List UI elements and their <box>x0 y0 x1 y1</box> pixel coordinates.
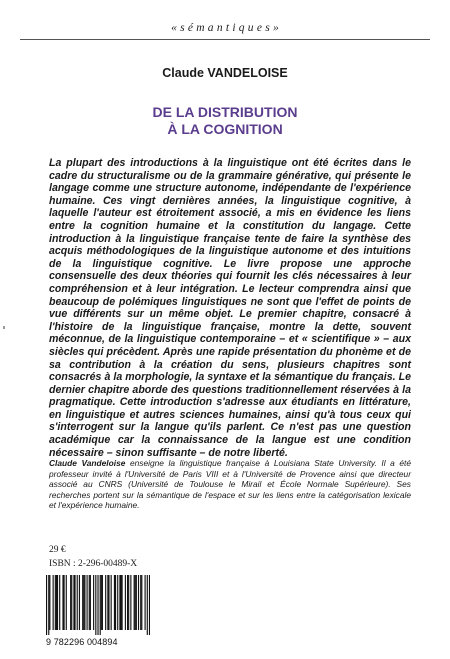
barcode-bar <box>145 575 146 630</box>
barcode-bar <box>55 575 56 630</box>
barcode-bar <box>149 575 150 635</box>
barcode-bar <box>77 575 78 630</box>
series-name: « s é m a n t i q u e s » <box>171 22 279 34</box>
barcode-bar <box>95 575 96 635</box>
barcode-bar <box>53 575 54 630</box>
author-biography <box>49 458 411 511</box>
price: 29 € <box>49 545 66 555</box>
barcode-bar <box>90 575 91 630</box>
barcode-bar <box>135 575 136 630</box>
barcode-bar <box>48 575 49 635</box>
barcode-bar <box>107 575 108 630</box>
barcode-bar <box>79 575 80 630</box>
barcode-bar <box>56 575 57 630</box>
barcode-bar <box>101 575 102 630</box>
barcode-bar <box>119 575 120 630</box>
barcode-bar <box>108 575 109 630</box>
barcode-bar <box>140 575 141 630</box>
barcode-bar <box>57 575 58 630</box>
barcode-bar <box>46 575 47 635</box>
barcode-bar <box>84 575 85 630</box>
barcode-bar <box>114 575 115 630</box>
book-title-line-2: À LA COGNITION <box>167 121 283 137</box>
barcode-bar <box>93 575 94 630</box>
book-title-line-1: DE LA DISTRIBUTION <box>152 104 298 120</box>
barcode-bar <box>100 575 101 635</box>
book-description: La plupart des introductions à la linguistique ont été écrites dans le cadre du structuralisme ou de la grammaire générative, qui présente le langage comme une structure autonome, indépendante de l'expérience humaine. Ces vingt dernières années, la linguistique cognitive, à laquelle l'auteur est étroitement associé, a mis en évidence les liens entre la cognition humaine et la constitution du langage. Cette introduction à la linguistique française tente de faire la synthèse des acquis méthodologiques de la linguistique autonome et des intuitions de la linguistique cognitive. Le livre propose une approche consensuelle des deux théories qui fournit les clés nécessaires à leur compréhension et à leur intégration. Le lecteur comprendra ainsi que beaucoup de polémiques linguistiques ne sont que l'effet de points de vue différents sur un même objet. Le premier chapitre, consacré à l'histoire de la linguistique française, montre la dette, souvent méconnue, de la linguistique contemporaine – et « scientifique » – aux siècles qui précèdent. Après une rapide présentation du phonème et de sa contribution à la création du sens, plusieurs chapitres sont consacrés à la morphologie, la syntaxe et la sémantique du français. Le dernier chapitre aborde des questions traditionnellement réservées à la pragmatique. Cette introduction s'adresse aux étudiants en littérature, en linguistique et autres sciences humaines, ainsi qu'à tous ceux qui s'interrogent sur la langue qu'ils parlent. Ce n'est pas une question académique car la connaissance de la langue est une condition nécessaire – sinon suffisante – de notre liberté. <box>49 157 411 459</box>
barcode-bar <box>122 575 123 630</box>
book-title <box>0 104 450 138</box>
barcode-bar <box>66 575 67 630</box>
barcode-bar <box>117 575 118 630</box>
barcode-bar <box>70 575 71 630</box>
header-rule <box>20 39 430 40</box>
barcode-bar <box>134 575 135 630</box>
barcode-bar <box>82 575 83 630</box>
barcode-bar <box>59 575 60 630</box>
edge-mark <box>3 326 5 329</box>
barcode-bar <box>105 575 106 630</box>
barcode-bar <box>73 575 74 630</box>
barcode-bar <box>127 575 128 630</box>
barcode-bar <box>97 575 98 635</box>
barcode-bar <box>71 575 72 630</box>
barcode-bar <box>120 575 121 630</box>
barcode-bar <box>138 575 139 630</box>
barcode-bar <box>49 575 50 630</box>
barcode-bar <box>74 575 75 630</box>
barcode <box>46 575 150 635</box>
bio-text: enseigne la linguistique française à Louisiana State University. Il a été professeur invité à l'Université de Paris VIII et à l'Université de Provence ainsi que directeur associé au CNRS (Université de Toulouse le Mirail et École Normale Supérieure). Ses recherches portent sur la sémantique de l'espace et sur les liens entre la catégorisation lexicale et l'expérience humaine. <box>49 458 411 510</box>
barcode-bar <box>130 575 131 630</box>
barcode-bar <box>62 575 63 630</box>
barcode-bar <box>83 575 84 630</box>
barcode-bar <box>111 575 112 630</box>
barcode-bar <box>102 575 103 630</box>
barcode-bar <box>128 575 129 630</box>
barcode-bar <box>125 575 126 630</box>
barcode-bar <box>115 575 116 630</box>
barcode-bar <box>89 575 90 630</box>
barcode-digits: 9 782296 004894 <box>46 637 118 647</box>
bio-author-name: Claude Vandeloise <box>49 458 126 468</box>
barcode-bar <box>136 575 137 630</box>
barcode-bar <box>87 575 88 630</box>
author-name: Claude VANDELOISE <box>162 66 288 80</box>
barcode-bar <box>64 575 65 630</box>
barcode-bar <box>147 575 148 635</box>
barcode-bar <box>141 575 142 630</box>
isbn: ISBN : 2-296-00489-X <box>49 559 138 569</box>
